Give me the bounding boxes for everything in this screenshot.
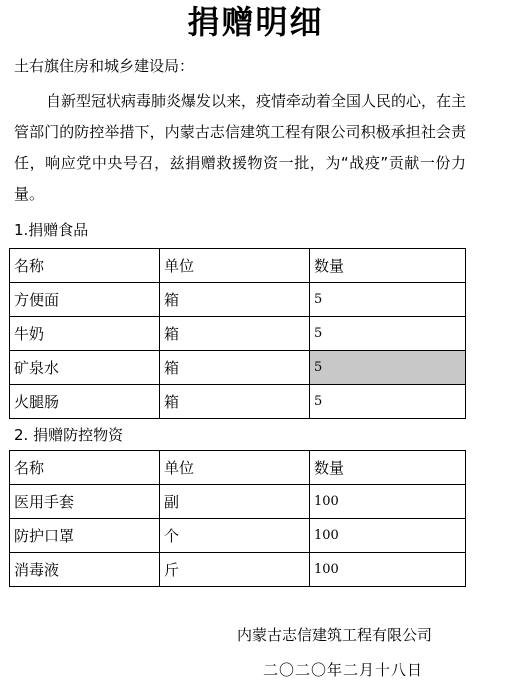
table-row bbox=[10, 351, 466, 385]
body-paragraph: 自新型冠状病毒肺炎爆发以来，疫情牵动着全国人民的心，在主管部门的防控举措下，内蒙古志信建筑工程有限公司积极承担社会责任，响应党中央号召，兹捐赠救援物资一批，为“战疫”贡献一份力量。 bbox=[14, 92, 467, 203]
table-header-row bbox=[10, 249, 466, 283]
header-quantity: 数量 bbox=[310, 451, 466, 485]
item-unit: 副 bbox=[160, 485, 310, 519]
section-heading-supplies: 2. 捐赠防控物资 bbox=[14, 426, 124, 444]
signature-date: 二〇二〇年二月十八日 bbox=[263, 661, 424, 679]
table-row bbox=[10, 553, 466, 587]
header-name: 名称 bbox=[10, 451, 160, 485]
selected-quantity-cell[interactable]: 5 bbox=[310, 351, 466, 385]
section-heading-food: 1.捐赠食品 bbox=[14, 221, 89, 239]
signer-company: 内蒙古志信建筑工程有限公司 bbox=[237, 626, 433, 644]
item-unit: 箱 bbox=[160, 317, 310, 351]
item-name: 火腿肠 bbox=[10, 385, 160, 419]
item-unit: 箱 bbox=[160, 385, 310, 419]
item-unit: 箱 bbox=[160, 351, 310, 385]
item-name: 医用手套 bbox=[10, 485, 160, 519]
item-quantity[interactable]: 100 bbox=[310, 519, 466, 553]
item-name: 方便面 bbox=[10, 283, 160, 317]
item-name: 矿泉水 bbox=[10, 351, 160, 385]
table-row bbox=[10, 519, 466, 553]
header-unit: 单位 bbox=[160, 451, 310, 485]
table-row bbox=[10, 485, 466, 519]
header-name: 名称 bbox=[10, 249, 160, 283]
item-quantity[interactable]: 100 bbox=[310, 485, 466, 519]
item-quantity[interactable]: 5 bbox=[310, 283, 466, 317]
item-name: 消毒液 bbox=[10, 553, 160, 587]
table-row bbox=[10, 317, 466, 351]
item-unit: 个 bbox=[160, 519, 310, 553]
item-name: 牛奶 bbox=[10, 317, 160, 351]
item-name: 防护口罩 bbox=[10, 519, 160, 553]
item-quantity[interactable]: 100 bbox=[310, 553, 466, 587]
item-unit: 斤 bbox=[160, 553, 310, 587]
header-unit: 单位 bbox=[160, 249, 310, 283]
supplies-donation-table bbox=[9, 450, 466, 587]
header-quantity: 数量 bbox=[310, 249, 466, 283]
item-quantity[interactable]: 5 bbox=[310, 317, 466, 351]
item-quantity[interactable]: 5 bbox=[310, 385, 466, 419]
table-row bbox=[10, 385, 466, 419]
food-donation-table bbox=[9, 248, 466, 419]
table-row bbox=[10, 283, 466, 317]
item-unit: 箱 bbox=[160, 283, 310, 317]
table-header-row bbox=[10, 451, 466, 485]
recipient-line: 土右旗住房和城乡建设局： bbox=[14, 57, 195, 75]
document-title: 捐赠明细 bbox=[187, 3, 324, 41]
